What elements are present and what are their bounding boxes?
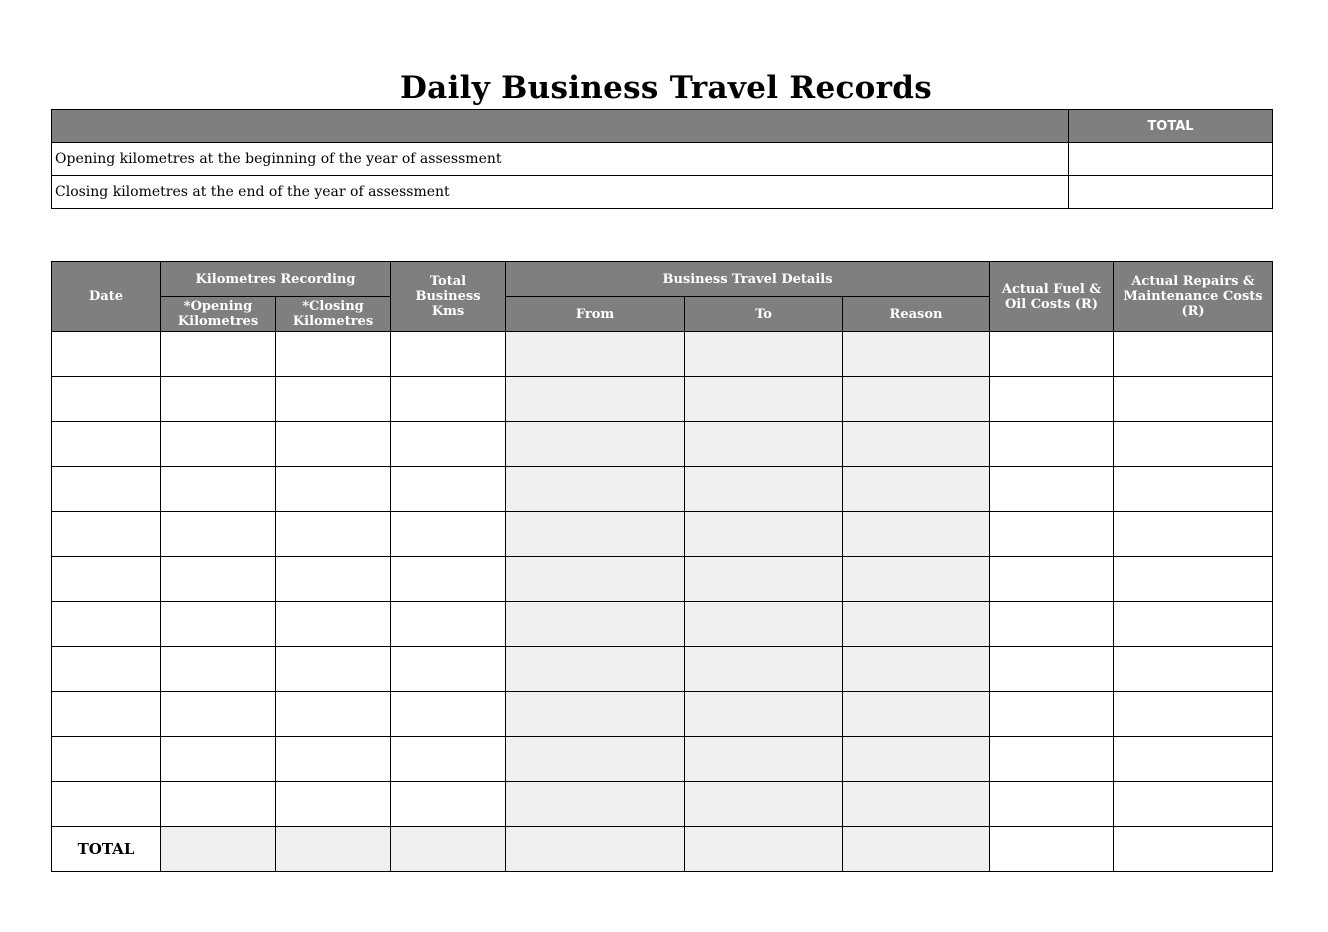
reason-cell[interactable] — [843, 332, 990, 377]
opening-km-cell[interactable] — [161, 737, 276, 782]
fuel-cost-cell[interactable] — [990, 332, 1114, 377]
to-cell[interactable] — [685, 782, 843, 827]
opening-km-cell[interactable] — [161, 467, 276, 512]
summary-row-closing — [52, 176, 1273, 209]
reason-cell[interactable] — [843, 557, 990, 602]
closing-km-value-cell[interactable] — [1069, 176, 1273, 209]
table-row — [52, 782, 1273, 827]
reason-cell[interactable] — [843, 422, 990, 467]
from-cell[interactable] — [506, 782, 685, 827]
total-kms-cell[interactable] — [391, 422, 506, 467]
travel-log-table — [51, 261, 1273, 872]
repairs-cost-cell[interactable] — [1114, 377, 1273, 422]
date-cell[interactable] — [52, 332, 161, 377]
to-cell[interactable] — [685, 422, 843, 467]
date-cell[interactable] — [52, 377, 161, 422]
table-row — [52, 737, 1273, 782]
from-cell[interactable] — [506, 692, 685, 737]
from-header: From — [506, 297, 685, 332]
closing-km-cell[interactable] — [276, 332, 391, 377]
table-row — [52, 602, 1273, 647]
table-row — [52, 377, 1273, 422]
repairs-cost-cell[interactable] — [1114, 467, 1273, 512]
closing-km-cell[interactable] — [276, 377, 391, 422]
opening-km-cell[interactable] — [161, 782, 276, 827]
reason-cell[interactable] — [843, 647, 990, 692]
total-kms-header — [391, 262, 506, 332]
total-kms-cell[interactable] — [391, 512, 506, 557]
table-row — [52, 332, 1273, 377]
total-kms-cell[interactable] — [391, 647, 506, 692]
fuel-costs-header-text: Actual Fuel & Oil Costs (R) — [1001, 281, 1102, 312]
from-cell[interactable] — [506, 377, 685, 422]
summary-table — [51, 109, 1273, 209]
date-cell[interactable] — [52, 737, 161, 782]
total-kms-cell[interactable] — [391, 332, 506, 377]
page-title: Daily Business Travel Records — [400, 70, 932, 106]
reason-header: Reason — [843, 297, 990, 332]
total-row — [52, 827, 1273, 872]
repairs-cost-cell[interactable] — [1114, 332, 1273, 377]
fuel-cost-cell[interactable] — [990, 512, 1114, 557]
total-kms-cell[interactable] — [391, 467, 506, 512]
to-cell[interactable] — [685, 512, 843, 557]
to-cell[interactable] — [685, 377, 843, 422]
total-kms-cell[interactable] — [391, 602, 506, 647]
opening-km-header-text: *Opening Kilometres — [177, 299, 259, 329]
to-cell[interactable] — [685, 467, 843, 512]
total-label: TOTAL — [52, 827, 161, 872]
fuel-cost-cell[interactable] — [990, 737, 1114, 782]
repairs-costs-header-text: Actual Repairs & Maintenance Costs (R) — [1123, 274, 1263, 319]
to-cell[interactable] — [685, 602, 843, 647]
closing-km-cell[interactable] — [276, 692, 391, 737]
total-reason-cell[interactable] — [843, 827, 990, 872]
fuel-cost-cell[interactable] — [990, 422, 1114, 467]
summary-row-opening — [52, 143, 1273, 176]
from-cell[interactable] — [506, 332, 685, 377]
repairs-cost-cell[interactable] — [1114, 602, 1273, 647]
total-kms-cell[interactable] — [391, 782, 506, 827]
closing-km-cell[interactable] — [276, 602, 391, 647]
travel-details-header: Business Travel Details — [506, 262, 990, 297]
to-cell[interactable] — [685, 332, 843, 377]
to-cell[interactable] — [685, 557, 843, 602]
from-cell[interactable] — [506, 557, 685, 602]
closing-km-cell[interactable] — [276, 512, 391, 557]
fuel-cost-cell[interactable] — [990, 467, 1114, 512]
date-cell[interactable] — [52, 422, 161, 467]
to-cell[interactable] — [685, 737, 843, 782]
fuel-cost-cell[interactable] — [990, 602, 1114, 647]
date-cell[interactable] — [52, 647, 161, 692]
date-cell[interactable] — [52, 782, 161, 827]
total-kms-cell[interactable] — [391, 737, 506, 782]
repairs-cost-cell[interactable] — [1114, 557, 1273, 602]
date-header: Date — [52, 262, 161, 332]
date-cell[interactable] — [52, 467, 161, 512]
to-cell[interactable] — [685, 692, 843, 737]
table-row — [52, 467, 1273, 512]
opening-km-cell[interactable] — [161, 647, 276, 692]
closing-km-cell[interactable] — [276, 557, 391, 602]
closing-km-cell[interactable] — [276, 467, 391, 512]
date-cell[interactable] — [52, 512, 161, 557]
travel-log-body — [52, 332, 1273, 872]
closing-km-label: Closing kilometres at the end of the year of assessment — [52, 176, 1069, 209]
total-from-cell[interactable] — [506, 827, 685, 872]
total-opening-cell[interactable] — [161, 827, 276, 872]
reason-cell[interactable] — [843, 377, 990, 422]
repairs-cost-cell[interactable] — [1114, 422, 1273, 467]
closing-km-cell[interactable] — [276, 737, 391, 782]
table-row — [52, 647, 1273, 692]
repairs-costs-header — [1114, 262, 1273, 332]
repairs-cost-cell[interactable] — [1114, 737, 1273, 782]
reason-cell[interactable] — [843, 737, 990, 782]
opening-km-cell[interactable] — [161, 332, 276, 377]
opening-km-cell[interactable] — [161, 692, 276, 737]
opening-km-cell[interactable] — [161, 512, 276, 557]
summary-total-header: TOTAL — [1069, 110, 1273, 143]
summary-header-blank — [52, 110, 1069, 143]
closing-km-cell[interactable] — [276, 782, 391, 827]
from-cell[interactable] — [506, 422, 685, 467]
fuel-cost-cell[interactable] — [990, 782, 1114, 827]
from-cell[interactable] — [506, 647, 685, 692]
opening-km-cell[interactable] — [161, 557, 276, 602]
total-kms-sum-cell[interactable] — [391, 827, 506, 872]
date-cell[interactable] — [52, 602, 161, 647]
reason-cell[interactable] — [843, 467, 990, 512]
fuel-cost-cell[interactable] — [990, 692, 1114, 737]
opening-km-cell[interactable] — [161, 377, 276, 422]
km-recording-header: Kilometres Recording — [161, 262, 391, 297]
to-header: To — [685, 297, 843, 332]
reason-cell[interactable] — [843, 782, 990, 827]
from-cell[interactable] — [506, 602, 685, 647]
reason-cell[interactable] — [843, 692, 990, 737]
closing-km-cell[interactable] — [276, 422, 391, 467]
fuel-cost-cell[interactable] — [990, 647, 1114, 692]
opening-km-cell[interactable] — [161, 602, 276, 647]
reason-cell[interactable] — [843, 512, 990, 557]
summary-header-row — [52, 110, 1273, 143]
table-row — [52, 692, 1273, 737]
total-kms-cell[interactable] — [391, 692, 506, 737]
opening-km-value-cell[interactable] — [1069, 143, 1273, 176]
closing-km-cell[interactable] — [276, 647, 391, 692]
table-row — [52, 422, 1273, 467]
table-row — [52, 512, 1273, 557]
total-fuel-cell[interactable] — [990, 827, 1114, 872]
total-kms-cell[interactable] — [391, 377, 506, 422]
opening-km-label: Opening kilometres at the beginning of the year of assessment — [52, 143, 1069, 176]
repairs-cost-cell[interactable] — [1114, 782, 1273, 827]
closing-km-header — [276, 297, 391, 332]
from-cell[interactable] — [506, 512, 685, 557]
table-row — [52, 557, 1273, 602]
to-cell[interactable] — [685, 647, 843, 692]
total-kms-cell[interactable] — [391, 557, 506, 602]
date-cell[interactable] — [52, 557, 161, 602]
total-to-cell[interactable] — [685, 827, 843, 872]
reason-cell[interactable] — [843, 602, 990, 647]
date-cell[interactable] — [52, 692, 161, 737]
from-cell[interactable] — [506, 467, 685, 512]
fuel-costs-header — [990, 262, 1114, 332]
total-kms-header-text: Total Business Kms — [415, 274, 481, 319]
repairs-cost-cell[interactable] — [1114, 692, 1273, 737]
repairs-cost-cell[interactable] — [1114, 512, 1273, 557]
fuel-cost-cell[interactable] — [990, 557, 1114, 602]
opening-km-cell[interactable] — [161, 422, 276, 467]
fuel-cost-cell[interactable] — [990, 377, 1114, 422]
closing-km-header-text: *Closing Kilometres — [292, 299, 374, 329]
opening-km-header — [161, 297, 276, 332]
total-repairs-cell[interactable] — [1114, 827, 1273, 872]
total-closing-cell[interactable] — [276, 827, 391, 872]
header-row-top — [52, 262, 1273, 297]
from-cell[interactable] — [506, 737, 685, 782]
repairs-cost-cell[interactable] — [1114, 647, 1273, 692]
